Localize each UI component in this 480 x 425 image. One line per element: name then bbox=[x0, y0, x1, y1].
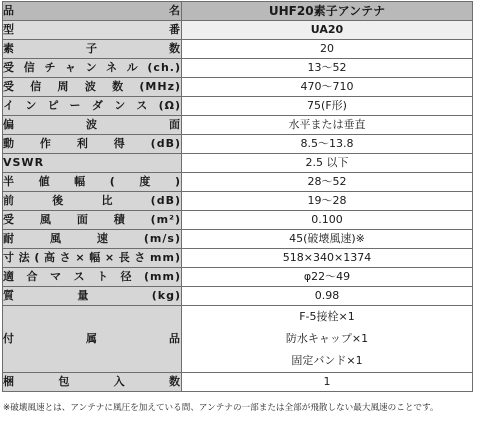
spec-value: 45(破壊風速)※ bbox=[182, 230, 473, 249]
spec-value: 2.5 以下 bbox=[182, 154, 473, 173]
product-name: UHF20素子アンテナ bbox=[182, 2, 473, 21]
spec-table bbox=[2, 1, 473, 392]
footnote: ※破壊風速とは、アンテナに風圧を加えている間、アンテナの一部または全部が飛散しない最大風速のことです。 bbox=[3, 403, 439, 413]
spec-value: φ22〜49 bbox=[182, 268, 473, 287]
spec-label: 受信チャンネル(ch.) bbox=[3, 59, 182, 78]
spec-row bbox=[3, 59, 473, 78]
spec-label: 適合マスト径(mm) bbox=[3, 268, 182, 287]
spec-row-model bbox=[3, 21, 473, 40]
spec-value: 13〜52 bbox=[182, 59, 473, 78]
accessories-list bbox=[182, 306, 473, 373]
spec-row bbox=[3, 230, 473, 249]
spec-value: 28〜52 bbox=[182, 173, 473, 192]
spec-row bbox=[3, 192, 473, 211]
spec-label: 受風面積(m²) bbox=[3, 211, 182, 230]
spec-row bbox=[3, 211, 473, 230]
header-label: 品名 bbox=[3, 2, 182, 21]
spec-row bbox=[3, 97, 473, 116]
spec-row bbox=[3, 268, 473, 287]
spec-label: 型番 bbox=[3, 21, 182, 40]
spec-row bbox=[3, 249, 473, 268]
spec-row-packing bbox=[3, 373, 473, 392]
spec-value: 75(F形) bbox=[182, 97, 473, 116]
spec-label: 前後比(dB) bbox=[3, 192, 182, 211]
spec-row bbox=[3, 135, 473, 154]
accessory-item: 固定バンド×1 bbox=[291, 354, 363, 367]
spec-value: 20 bbox=[182, 40, 473, 59]
spec-value: 470〜710 bbox=[182, 78, 473, 97]
table-header-row bbox=[3, 2, 473, 21]
spec-row bbox=[3, 287, 473, 306]
spec-label: 寸法(高さ×幅×長さmm) bbox=[3, 249, 182, 268]
spec-label: 耐風速(m/s) bbox=[3, 230, 182, 249]
spec-value: 19〜28 bbox=[182, 192, 473, 211]
spec-value: 518×340×1374 bbox=[182, 249, 473, 268]
spec-label: 半値幅(度) bbox=[3, 173, 182, 192]
spec-row bbox=[3, 154, 473, 173]
spec-value: 0.100 bbox=[182, 211, 473, 230]
spec-row bbox=[3, 173, 473, 192]
spec-label: VSWR bbox=[3, 154, 182, 173]
accessory-item: 防水キャップ×1 bbox=[285, 332, 369, 345]
spec-value: UA20 bbox=[182, 21, 473, 40]
spec-label: 受信周波数(MHz) bbox=[3, 78, 182, 97]
spec-label: 梱包入数 bbox=[3, 373, 182, 392]
spec-label: 付属品 bbox=[3, 306, 182, 373]
spec-value: 1 bbox=[182, 373, 473, 392]
spec-row bbox=[3, 78, 473, 97]
spec-label: 質量(kg) bbox=[3, 287, 182, 306]
spec-row bbox=[3, 116, 473, 135]
spec-row bbox=[3, 40, 473, 59]
spec-value: 8.5〜13.8 bbox=[182, 135, 473, 154]
spec-label: 素子数 bbox=[3, 40, 182, 59]
spec-value: 水平または垂直 bbox=[182, 116, 473, 135]
accessory-item: F-5接栓×1 bbox=[299, 310, 355, 323]
spec-label: インピーダンス(Ω) bbox=[3, 97, 182, 116]
spec-row-accessories bbox=[3, 306, 473, 373]
spec-label: 偏波面 bbox=[3, 116, 182, 135]
spec-label: 動作利得(dB) bbox=[3, 135, 182, 154]
spec-value: 0.98 bbox=[182, 287, 473, 306]
